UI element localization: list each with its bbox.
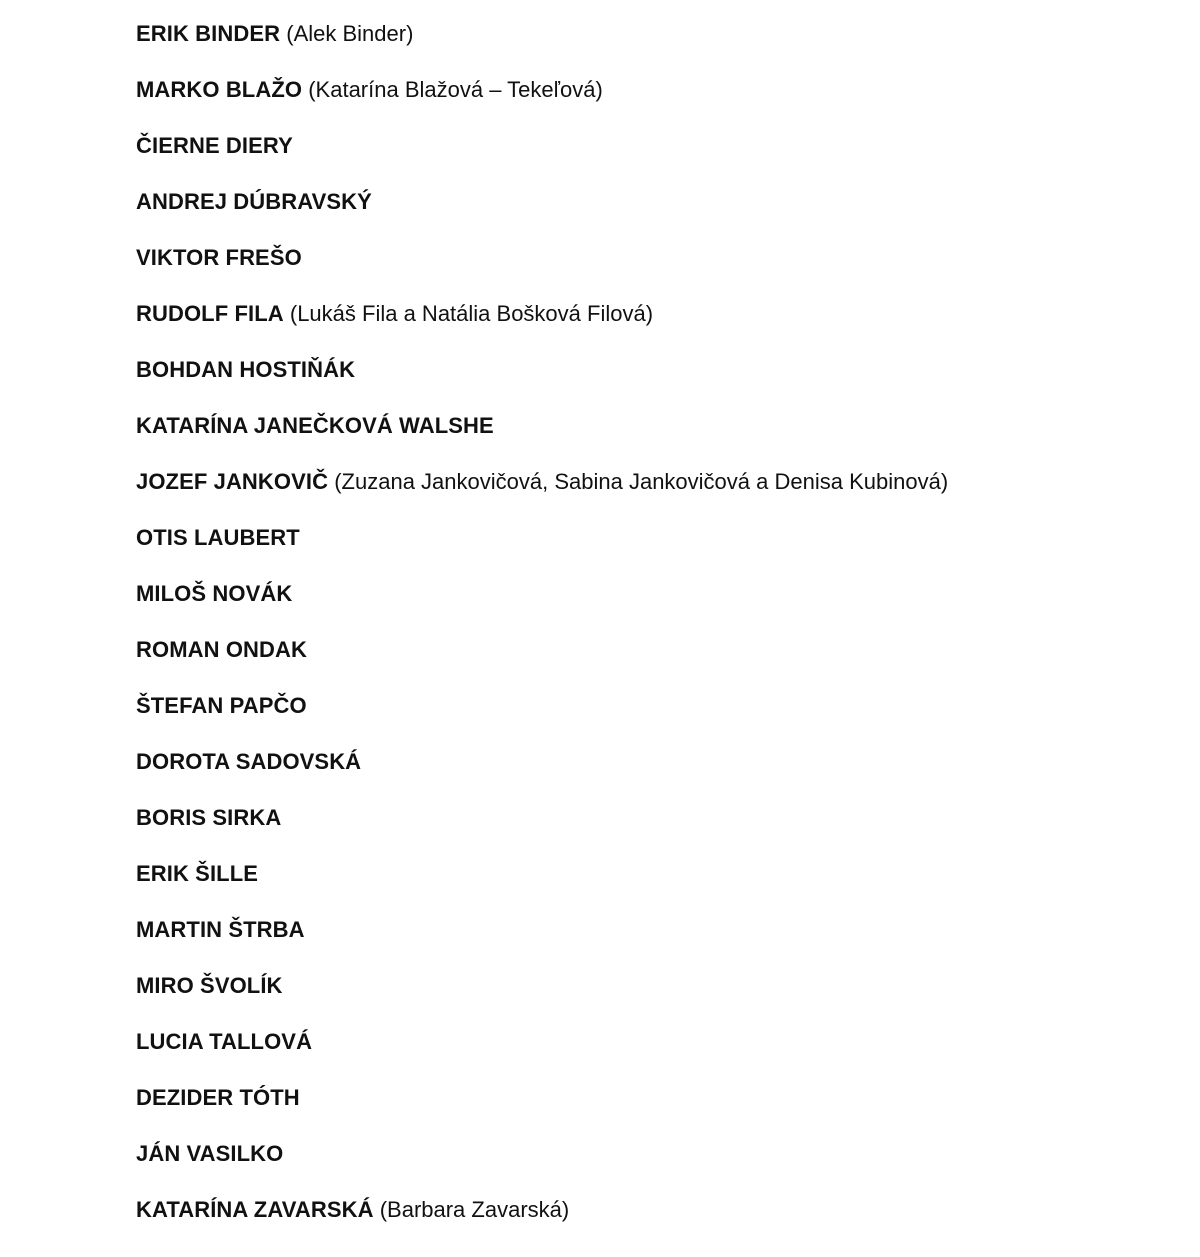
artist-row: [136, 678, 1176, 734]
artist-name: KATARÍNA JANEČKOVÁ WALSHE: [136, 413, 494, 438]
artist-row: [136, 62, 1176, 118]
artist-name: RUDOLF FILA: [136, 301, 284, 326]
artist-row: [136, 622, 1176, 678]
artist-row: [136, 398, 1176, 454]
artist-name: OTIS LAUBERT: [136, 525, 300, 550]
artist-note: (Lukáš Fila a Natália Bošková Filová): [289, 301, 654, 326]
artist-name: ERIK BINDER: [136, 21, 281, 46]
artist-row: [136, 342, 1176, 398]
artist-row: [136, 1014, 1176, 1070]
artist-row: [136, 958, 1176, 1014]
artist-row: [136, 1070, 1176, 1126]
artist-row: [136, 6, 1176, 62]
artist-name: ERIK ŠILLE: [136, 861, 259, 886]
artist-row: [136, 454, 1176, 510]
artist-row: [136, 846, 1176, 902]
artist-name: BOHDAN HOSTIŇÁK: [136, 357, 356, 382]
artist-note: (Alek Binder): [286, 21, 414, 46]
artist-row: [136, 286, 1176, 342]
artist-name: MIRO ŠVOLÍK: [136, 973, 283, 998]
artist-name: ROMAN ONDAK: [136, 637, 307, 662]
artist-row: [136, 790, 1176, 846]
artist-row: [136, 230, 1176, 286]
artist-list: [136, 0, 1176, 1238]
artist-row: [136, 118, 1176, 174]
artist-name: KATARÍNA ZAVARSKÁ: [136, 1197, 374, 1222]
artist-row: [136, 734, 1176, 790]
artist-name: DOROTA SADOVSKÁ: [136, 749, 362, 774]
artist-row: [136, 1182, 1176, 1238]
artist-row: [136, 1126, 1176, 1182]
artist-row: [136, 902, 1176, 958]
artist-name: ŠTEFAN PAPČO: [136, 693, 307, 718]
artist-row: [136, 174, 1176, 230]
artist-name: JOZEF JANKOVIČ: [136, 469, 329, 494]
artist-name: BORIS SIRKA: [136, 805, 282, 830]
artist-name: VIKTOR FREŠO: [136, 245, 302, 270]
artist-note: (Zuzana Jankovičová, Sabina Jankovičová a Denisa Kubinová): [334, 469, 949, 494]
artist-row: [136, 566, 1176, 622]
artist-name: LUCIA TALLOVÁ: [136, 1029, 313, 1054]
artist-row: [136, 510, 1176, 566]
artist-name: MILOŠ NOVÁK: [136, 581, 293, 606]
artist-note: (Barbara Zavarská): [379, 1197, 570, 1222]
artist-name: MARTIN ŠTRBA: [136, 917, 305, 942]
artist-name: ČIERNE DIERY: [136, 133, 293, 158]
artist-name: JÁN VASILKO: [136, 1141, 284, 1166]
artist-note: (Katarína Blažová – Tekeľová): [308, 77, 603, 102]
artist-name: ANDREJ DÚBRAVSKÝ: [136, 189, 372, 214]
artist-name: MARKO BLAŽO: [136, 77, 303, 102]
artist-name: DEZIDER TÓTH: [136, 1085, 300, 1110]
